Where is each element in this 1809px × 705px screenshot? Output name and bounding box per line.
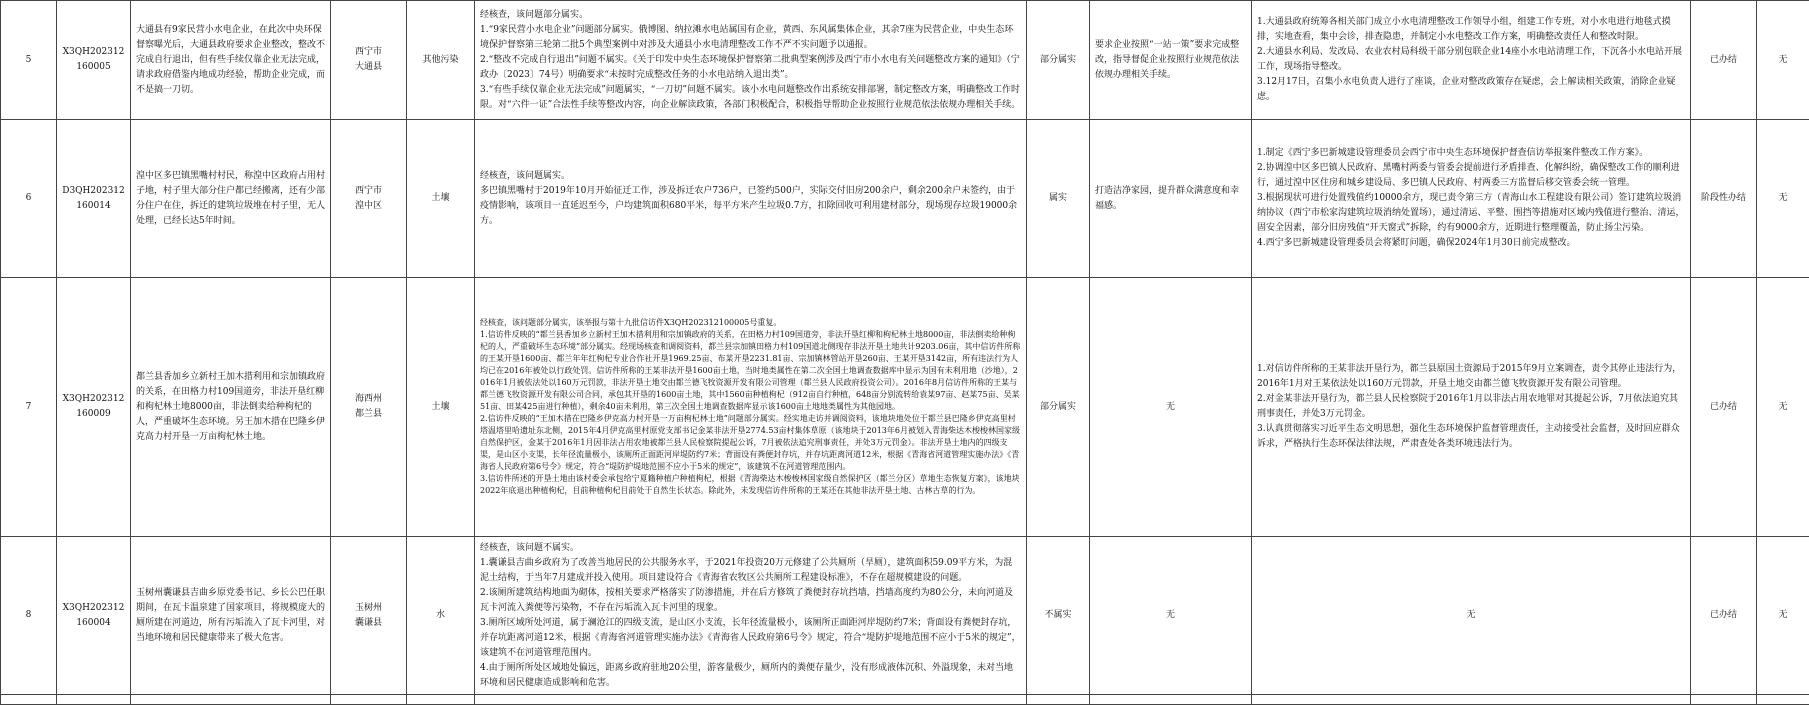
row-seq: 5 xyxy=(1,1,57,120)
rectification-goal: 无 xyxy=(1090,537,1252,695)
status: 阶段性办结 xyxy=(1691,120,1757,278)
region: 玉树州 囊谦县 xyxy=(331,537,407,695)
rectification-goal: 打造洁净家园，提升群众满意度和幸福感。 xyxy=(1090,120,1252,278)
empty-cell xyxy=(1027,695,1090,705)
empty-cell xyxy=(57,695,131,705)
investigation-findings: 经核查，该问题不属实。 1.囊谦县吉曲乡政府为了改善当地居民的公共服务水平，于2021年投资20万元修建了公共厕所（旱厕），建筑面积59.09平方米，为混泥土结构，于当年7月建成并投入使用。项目建设符合《青海省农牧区公共厕所工程建设标准》，不存在超规模建设的问题。 2.该厕所建筑结构地面为砌体，按相关要求严格落实了防渗措施，并在后方修筑了粪便封存坑挡墙，挡墙高度约为80公分，未向河道及瓦卡河流入粪便等污染物，不存在污垢流入瓦卡河里的现象。 3.厕所区域所处河道，属于澜沧江的四级支流，是山区小支流，长年径流量极小，该厕所正面距河岸堤防约7米；背面设有粪便封存坑，并存坑距离河道12米，根据《青海省河道管理实施办法》《青海省人民政府第6号令》规定，符合“堤防护堤地范围不应小于5米的规定”，该建筑不在河道管理范围内。 4.由于厕所所处区域地处偏远，距离乡政府驻地20公里，游客量极少，厕所内的粪便存量少，没有形成液体沉积、外溢现象，未对当地环境和居民健康造成影响和危害。 xyxy=(475,537,1027,695)
complaint-content: 都兰县香加乡立新村王加木措利用和宗加镇政府的关系，在田格力村109国道旁，非法开垦红柳和枸杞林土地8000亩，非法倒卖给种枸杞的人，严重破坏生态环境。另王加木措在巴隆乡伊克高力村开垦一万亩枸杞林土地。 xyxy=(131,278,331,537)
region: 海西州 都兰县 xyxy=(331,278,407,537)
complaint-content: 湟中区多巴镇黑嘴村村民，称湟中区政府占用村子地，村子里大部分住户都已经搬离，还有少部分住户在住，拆迁的建筑垃圾堆在村子里，无人处理，已经长达5年时间。 xyxy=(131,120,331,278)
verdict: 部分属实 xyxy=(1027,278,1090,537)
empty-cell xyxy=(1090,695,1252,705)
case-id: X3QH202312160004 xyxy=(57,537,131,695)
investigation-findings: 经核查，该问题部分属实，该举报与第十九批信访件X3QH202312100005号重复。 1.信访件反映的“都兰县香加乡立新村王加木措利用和宗加镇政府的关系，在田格力村109国道旁，非法开垦红柳和枸杞林土地8000亩，非法倒卖给种枸杞的人，严重破坏生态环境”部分属实。经现场核查和调阅资料，都兰县宗加镇田格力村109国道北侧现存非法开垦土地共计9203.06亩，其中信访件所称的王某开垦1600亩、都兰年年红枸杞专业合作社开垦1969.25亩、布某开垦2231.81亩、宗加镇林管站开垦260亩、王某开垦3142亩，所有违法行为人均已在2016年被处以行政处罚。信访件所称的王某非法开垦1600亩土地，当时地类属性在第二次全国土地调查数据库中显示为国有未利用地（沙地），2016年1月被依法处以160万元罚款，非法开垦土地交由都兰德飞牧资源开发有限公司管理（都兰县人民政府投资公司）。2016年8月信访件所称的王某与都兰德飞牧资源开发有限公司合同，承包其开垦的1600亩土地，其中1560亩种植枸杞（912亩自行种植，648亩分别流转给袁某97亩、赵某75亩、吴某51亩、田某425亩进行种植），剩余40亩未利用，第三次全国土地调查数据库显示该1600亩土地地类属性为其他园地。 2.信访件反映的“王加木措在巴隆乡伊克高力村开垦一万亩枸杞林土地”问题部分属实。经实地走访并调阅资料，该地块地处位于都兰县巴隆乡伊克高里村塔温塔里哈遗址东北侧，2015年4月伊克高里村原党支部书记金某非法开垦2774.53亩村集体草原（该地块于2013年6月被划入青海柴达木梭梭林国家级自然保护区，金某于2016年1月因非法占用农地被都兰县人民检察院提起公诉，7月被依法追究刑事责任，并处3万元罚金）。非法开垦土地内的四级支渠，是山区小支渠，长年径流量极小，该厕所正面距河岸堤防约7米；背面设有粪便封存坑，并存坑距离河道12米，根据《青海省河道管理实施办法》《青海省人民政府第6号令》规定，符合“堤防护堤地范围不应小于5米的规定”，该建筑不在河道管理范围内。 3.信访件所述的开垦土地由该村委会承包给宁夏籍种植户种植枸杞，根据《青海柴达木梭梭林国家级自然保护区（都兰分区）草地生态恢复方案》，该地块2022年底退出种植枸杞，目前种植枸杞目前处于自然生长状态。除此外，未发现信访件所称的王某还在其他非法开垦土地、古林古草的行为。 xyxy=(475,278,1027,537)
empty-cell xyxy=(131,695,331,705)
status: 已办结 xyxy=(1691,278,1757,537)
empty-cell xyxy=(1,695,57,705)
empty-cell xyxy=(475,695,1027,705)
pollution-category: 其他污染 xyxy=(407,1,475,120)
verdict: 属实 xyxy=(1027,120,1090,278)
rectification-measures: 1.大通县政府统筹各相关部门成立小水电清理整改工作领导小组，组建工作专班，对小水电进行地毯式摸排，实地查看，集中会诊，排查隐患，并制定小水电整改工作方案，明确整改责任人和整改时限。 2.大通县水利局、发改局、农业农村局科级干部分别包联企业14座小水电站清理工作，下沉各小水电站开展工作，现场指导整改。 3.12月17日，召集小水电负责人进行了座谈，企业对整改政策存在疑虑，会上解读相关政策，消除企业疑虑。 xyxy=(1252,1,1691,120)
rectification-measures: 1.制定《西宁多巴新城建设管理委员会西宁市中央生态环境保护督查信访举报案件整改工作方案》。 2.协调湟中区多巴镇人民政府、黑嘴村两委与管委会提前进行矛盾排查、化解纠纷，确保整改工作的顺利进行，通过湟中区住房和城乡建设局、多巴镇人民政府、村两委三方监督后移交管委会统一管理。 3.根据现状可进行处置残值约10000余方，现已责令第三方（青海山水工程建设有限公司）签订建筑垃圾消纳协议（西宁市松家沟建筑垃圾消纳处置场），通过清运、平整、围挡等措施对区域内残值进行整治、清运，固安全因素，部分旧房残值“开天窗式”拆除，约有9000余方，近期进行整理覆盖，防止扬尘污染。 4.西宁多巴新城建设管理委员会将紧盯问题，确保2024年1月30日前完成整改。 xyxy=(1252,120,1691,278)
complaint-content: 大通县有9家民营小水电企业，在此次中央环保督察曝光后，大通县政府要求企业整改，整改不完成自行退出，但有些手续仅靠企业无法完成，请求政府借鉴内地成功经验，帮助企业完成，而不是搞一刀切。 xyxy=(131,1,331,120)
table-row xyxy=(1,537,1809,695)
status: 已办结 xyxy=(1691,537,1757,695)
table-row-partial xyxy=(1,695,1809,705)
row-seq: 8 xyxy=(1,537,57,695)
table-row xyxy=(1,1,1809,120)
rectification-measures: 1.对信访件所称的王某非法开垦行为，都兰县原国土资源局于2015年9月立案调查，责令其停止违法行为，2016年1月对王某依法处以160万元罚款，开垦土地交由都兰德飞牧资源开发有限公司管理。 2.对金某非法开垦行为，都兰县人民检察院于2016年1月以非法占用农地罪对其提起公诉，7月依法追究其刑事责任，并处3万元罚金。 3.认真贯彻落实习近平生态文明思想，强化生态环境保护监督管理责任，主动接受社会监督，及时回应群众诉求，严格执行生态环保法律法规，严肃查处各类环境违法行为。 xyxy=(1252,278,1691,537)
region: 西宁市 湟中区 xyxy=(331,120,407,278)
pollution-category: 土壤 xyxy=(407,120,475,278)
row-seq: 7 xyxy=(1,278,57,537)
investigation-findings: 经核查，该问题属实。 多巴镇黑嘴村于2019年10月开始征迁工作，涉及拆迁农户736户，已签约500户，实际交付旧房200余户，剩余200余户未签约，由于疫情影响，该项目一直延迟至今，户均建筑面积680平米，每平方米产生垃圾0.7方，扣除回收可利用建材部分，现场现存垃圾19000余方。 xyxy=(475,120,1027,278)
rectification-measures: 无 xyxy=(1252,537,1691,695)
accountability: 无 xyxy=(1757,120,1809,278)
empty-cell xyxy=(1691,695,1757,705)
investigation-findings: 经核查，该问题部分属实。 1.“9家民营小水电企业”问题部分属实。俄博图、纳拉滩水电站属国有企业，黄西、东风属集体企业，其余7座为民营企业，中央生态环境保护督察第三轮第二批5个典型案例中对涉及大通县小水电清理整改工作不严不实问题予以通报。 2.“整改不完成自行退出”问题不属实。《关于印发中央生态环境保护督察第二批典型案例涉及西宁市小水电有关问题整改方案的通知》（宁政办〔2023〕74号）明确要求“未按时完成整改任务的小水电站纳入退出类”。 3.“有些手续仅靠企业无法完成”问题属实，“一刀切”问题不属实。该小水电问题整改作出系统安排部署，制定整改方案，明确整改工作时限。对“六件一证”合法性手续等整改内容，向企业解读政策，各部门积极配合，积极指导帮助企业按照行业规范依法依规办理相关手续。 xyxy=(475,1,1027,120)
case-id: X3QH202312160009 xyxy=(57,278,131,537)
empty-cell xyxy=(1757,695,1809,705)
rectification-goal: 无 xyxy=(1090,278,1252,537)
table-row xyxy=(1,278,1809,537)
pollution-category: 水 xyxy=(407,537,475,695)
empty-cell xyxy=(331,695,407,705)
verdict: 部分属实 xyxy=(1027,1,1090,120)
complaint-content: 玉树州囊谦县吉曲乡原党委书记、乡长公巴任职期间，在瓦卡温泉建了国家项目，将规模庞大的厕所建在河道边，所有污垢流入了瓦卡河里，对当地环境和居民健康带来了极大危害。 xyxy=(131,537,331,695)
empty-cell xyxy=(407,695,475,705)
rectification-goal: 要求企业按照“一站一策”要求完成整改，指导督促企业按照行业规范依法依规办理相关手续。 xyxy=(1090,1,1252,120)
case-id: D3QH202312160014 xyxy=(57,120,131,278)
status: 已办结 xyxy=(1691,1,1757,120)
pollution-category: 土壤 xyxy=(407,278,475,537)
empty-cell xyxy=(1252,695,1691,705)
region: 西宁市 大通县 xyxy=(331,1,407,120)
accountability: 无 xyxy=(1757,537,1809,695)
accountability: 无 xyxy=(1757,278,1809,537)
accountability: 无 xyxy=(1757,1,1809,120)
verdict: 不属实 xyxy=(1027,537,1090,695)
row-seq: 6 xyxy=(1,120,57,278)
case-id: X3QH202312160005 xyxy=(57,1,131,120)
table-row xyxy=(1,120,1809,278)
